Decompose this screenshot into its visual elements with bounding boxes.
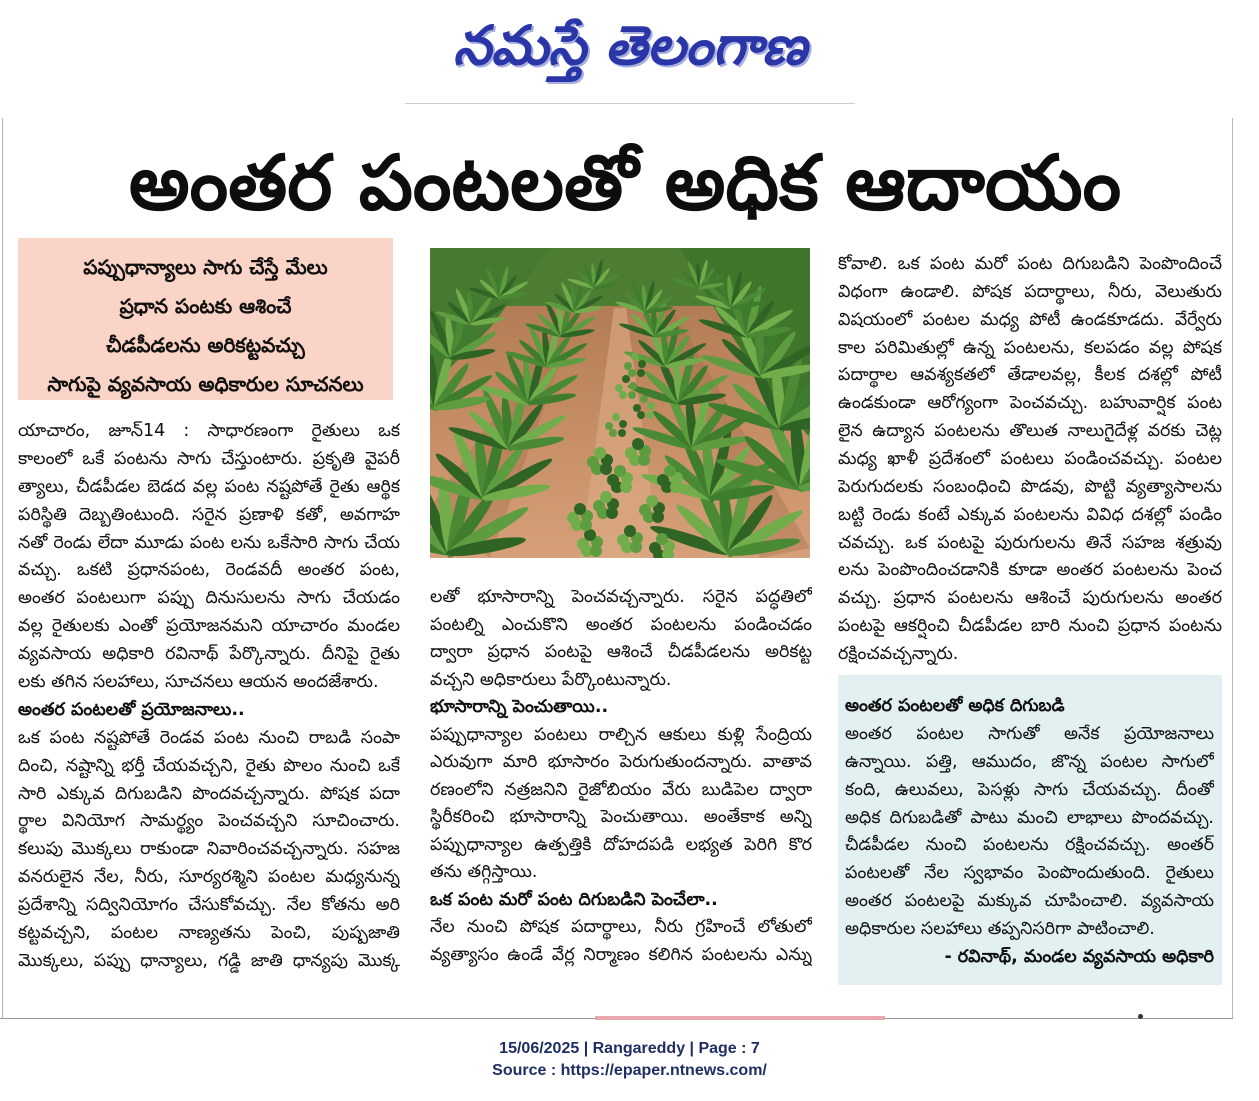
text-line: బట్టి రెండు కంటే ఎక్కువ పంటలను వివిధ దశల్లో పండిం xyxy=(838,504,1222,525)
subheading-yield: ఒక పంట మరో పంట దిగుబడిని పెంచేలా.. xyxy=(430,889,718,910)
text-line: లను పెంపొందించడానికి కూడా అంతర పంటలను పెంచ xyxy=(838,560,1222,581)
text-line: వ్యత్యాసం ఉండే వేర్ల నిర్మాణం కలిగిన పంటలను ఎన్ను xyxy=(430,944,812,965)
text-line: కంది, ఉలువలు, పెసళ్లు సాగు చేయవచ్చు. దీంతో xyxy=(845,779,1214,800)
quote-signature: - రవినాథ్, మండల వ్యవసాయ అధికారి xyxy=(944,947,1214,968)
text-line: తను తగ్గిస్తాయి. xyxy=(430,862,538,882)
paragraph-benefits xyxy=(18,725,400,976)
text-line: అంతర పంటలుగా పప్పు దినుసులను సాగు చేయడం xyxy=(18,588,400,609)
text-line: వనరులైన నేల, నీరు, సూర్యరశ్మిని పంటల మధ్యనున్న xyxy=(18,867,400,888)
text-line: మొక్కలు, పప్పు ధాన్యాలు, గడ్డి జాతి ధాన్యపు మొక్క xyxy=(18,950,400,971)
text-line: లైన ఉద్యాన పంటలను తొలుత నాలుగైదేళ్ల వరకు చెట్ల xyxy=(838,421,1222,442)
text-line: యాచారం, జూన్14 : సాధారణంగా రైతులు ఒక xyxy=(18,421,400,441)
article-headline: అంతర పంటలతో అధిక ఆదాయం xyxy=(128,138,1122,227)
text-line: వచ్చు. ఒకటి ప్రధానపంట, రెండవదీ అంతర పంట, xyxy=(18,560,400,581)
highlight-item: సాగుపై వ్యవసాయ అధికారుల సూచనలు xyxy=(47,372,364,396)
adjacent-article-edge xyxy=(595,1016,885,1020)
article-column-3 xyxy=(838,251,1222,669)
article-column-2 xyxy=(430,584,812,969)
text-line: పప్పుధాన్యాల పంటలు రాల్చిన ఆకులు కుళ్లి సేంద్రియ xyxy=(430,724,812,745)
text-line: వచ్చని అధికారులు పేర్కొంటున్నారు. xyxy=(430,669,672,690)
text-line: ద్వారా ప్రధాన పంటపై ఆశించే చీడపీడలను అరికట్ట xyxy=(430,642,812,662)
text-line: పంటపై ఆకర్షించి చీడపీడల బారి నుంచి ప్రధాన పంటను xyxy=(838,616,1222,637)
masthead-divider xyxy=(405,103,855,104)
text-line: పంటల్ని ఎంచుకొని అంతర పంటలను పండించడం xyxy=(430,614,812,635)
text-line: లకు తగిన సలహాలు, సూచనలు ఆయన అందజేశారు. xyxy=(18,672,379,693)
source-line: Source : https://epaper.ntnews.com/ xyxy=(492,1062,767,1079)
text-line: ఒక పంట నష్టపోతే రెండవ పంట నుంచి రాబడి సంపా xyxy=(18,727,400,748)
paragraph-soil-intro xyxy=(430,584,812,694)
article-column-1 xyxy=(18,418,400,976)
text-line: కాలంలో ఒకే పంటను సాగు చేస్తుంటారు. ప్రకృతి వైపరీ xyxy=(18,448,400,469)
highlight-item: ప్రధాన పంటకు ఆశించే xyxy=(119,294,292,318)
text-line: నతో రెండు లేదా మూడు పంట లను ఒకేసారి సాగు చేయ xyxy=(18,532,400,553)
text-line: పరిస్థితి దెబ్బతింటుంది. సరైన ప్రణాళి కతో, అవగాహ xyxy=(18,504,400,525)
text-line: పంటలతో నేల స్వభావం పెంపొందుతుంది. రైతులు xyxy=(845,863,1214,884)
frame-right-edge xyxy=(1232,118,1233,1018)
text-line: అంతర పంటల సాగుతో అనేక ప్రయోజనాలు xyxy=(845,723,1214,744)
highlight-item: చీడపీడలను అరికట్టవచ్చు xyxy=(106,333,305,357)
text-line: కట్టవచ్చని, పంటల నాణ్యతను పెంచి, పుష్పజాతి xyxy=(18,923,400,944)
text-line: కాల పరిమితుల్లో ఉన్న పంటలను, కలపడం వల్ల పోషక xyxy=(838,337,1222,358)
text-line: ర్థాల వినియోగ సామర్థ్యం పెంచవచ్చని సూచించారు. xyxy=(18,811,400,832)
paragraph-yield xyxy=(430,914,812,969)
text-line: మధ్య ఖాళీ ప్రదేశంలో పంటలు పండించవచ్చు. పంటల xyxy=(838,449,1222,470)
paragraph-soil-fertility xyxy=(430,722,812,887)
text-line: కోవాలి. ఒక పంట మరో పంట దిగుబడిని పెంపొందించే xyxy=(838,254,1222,274)
text-line: వ్యవసాయ అధికారి రవినాథ్ పేర్కొన్నారు. దీనిపై రైతు xyxy=(18,644,400,665)
text-line: ప్రదేశాన్ని సద్వినియోగం చేసుకోవచ్చు. నేల కోతను అరి xyxy=(18,895,400,916)
text-line: నేల నుంచి పోషక పదార్థాలు, నీరు గ్రహించే లోతులో xyxy=(430,917,812,937)
text-line: ఉన్నాయి. పత్తి, ఆముదం, జొన్న పంటల సాగులో xyxy=(845,751,1214,772)
text-line: చీడపీడల నుంచి పంటలను రక్షించవచ్చు. అంతర్ xyxy=(845,835,1214,856)
quote-box-body xyxy=(845,721,1214,944)
frame-dot xyxy=(1138,1014,1143,1019)
frame-left-edge xyxy=(2,118,3,1018)
subheading-benefits: అంతర పంటలతో ప్రయోజనాలు.. xyxy=(18,699,245,720)
subheading-soil-fertility: భూసారాన్ని పెంచుతాయి.. xyxy=(430,697,609,717)
text-line: లతో భూసారాన్ని పెంచవచ్చన్నారు. సరైన పద్ధతిలో xyxy=(430,587,812,607)
text-line: సారి ఎక్కువ దిగుబడిని పొందవచ్చన్నారు. పోషక పదా xyxy=(18,783,400,804)
text-line: దించి, నష్టాన్ని భర్తీ చేయవచ్చని, రైతు పొలం నుంచి ఒకే xyxy=(18,755,400,776)
text-line: రణంలోని నత్రజనిని రైజోబియం వేరు బుడిపెల ద్వారా xyxy=(430,779,812,800)
text-line: పప్పుధాన్యాల ఉత్పత్తికి దోహదపడి లభ్యత పెరిగి కొర xyxy=(430,834,812,855)
text-line: పదార్థాల ఆవశ్యకతలో తేడాలవల్ల, కీలక దశల్లో పోటీ xyxy=(838,365,1222,386)
text-line: అధికారుల సలహాలు తప్పనిసరిగా పాటించాలి. xyxy=(845,919,1155,940)
text-line: వచ్చు. ప్రధాన పంటలను ఆశించే పురుగులను అంతర xyxy=(838,588,1222,609)
text-line: ఎరువుగా మారి భూసారం పెరుగుతుందన్నారు. వాతావ xyxy=(430,752,812,772)
text-line: వల్ల రైతులకు ఎంతో ప్రయోజనమని యాచారం మండల xyxy=(18,616,400,637)
text-line: త్యాలు, చీడపీడల బెడద వల్ల పంట నష్టపోతే రైతు ఆర్థిక xyxy=(18,476,400,497)
expert-quote-box xyxy=(838,675,1222,985)
text-line: అధిక దిగుబడితో పాటు మంచి లాభాలు పొందవచ్చు. xyxy=(845,807,1214,828)
text-line: విధంగా ఉండాలి. పోషక పదార్థాలు, నీరు, వెలుతురు xyxy=(838,281,1222,302)
text-line: రక్షించవచ్చన్నారు. xyxy=(838,644,959,665)
edition-info: 15/06/2025 | Rangareddy | Page : 7 xyxy=(499,1040,760,1057)
page-footer xyxy=(0,1038,1259,1082)
paragraph-crop-selection xyxy=(838,251,1222,669)
text-line: కలుపు మొక్కలు రాకుండా నివారించవచ్చన్నారు. సహజ xyxy=(18,839,400,860)
text-line: విషయంలో పంటల మధ్య పోటీ ఉండకూడదు. వేర్వేరు xyxy=(838,309,1222,330)
text-line: అంతర పంటలపై మక్కువ చూపించాలి. వ్యవసాయ xyxy=(845,891,1214,912)
highlights-box xyxy=(18,238,393,400)
highlight-item: పప్పుధాన్యాలు సాగు చేస్తే మేలు xyxy=(83,255,328,279)
crop-field-photo xyxy=(430,248,810,558)
text-line: పెరుగుదలకు సంబంధించి పొడవు, పొట్టి వ్యత్యాసాలను xyxy=(838,476,1222,497)
masthead-logo: నమస్తే తెలంగాణ xyxy=(453,14,807,77)
text-line: చవచ్చు. ఒక పంటపై పురుగులను తినే సహజ శత్రువు xyxy=(838,532,1222,553)
quote-box-title: అంతర పంటలతో అధిక దిగుబడి xyxy=(845,696,1065,716)
paragraph-intro xyxy=(18,418,400,697)
text-line: స్థిరీకరించి భూసారాన్ని పెంచుతాయి. అంతేకాక అన్ని xyxy=(430,807,812,827)
text-line: ఉండకుండా ఆరోగ్యంగా పెంచవచ్చు. బహువార్షిక పంట xyxy=(838,393,1222,414)
